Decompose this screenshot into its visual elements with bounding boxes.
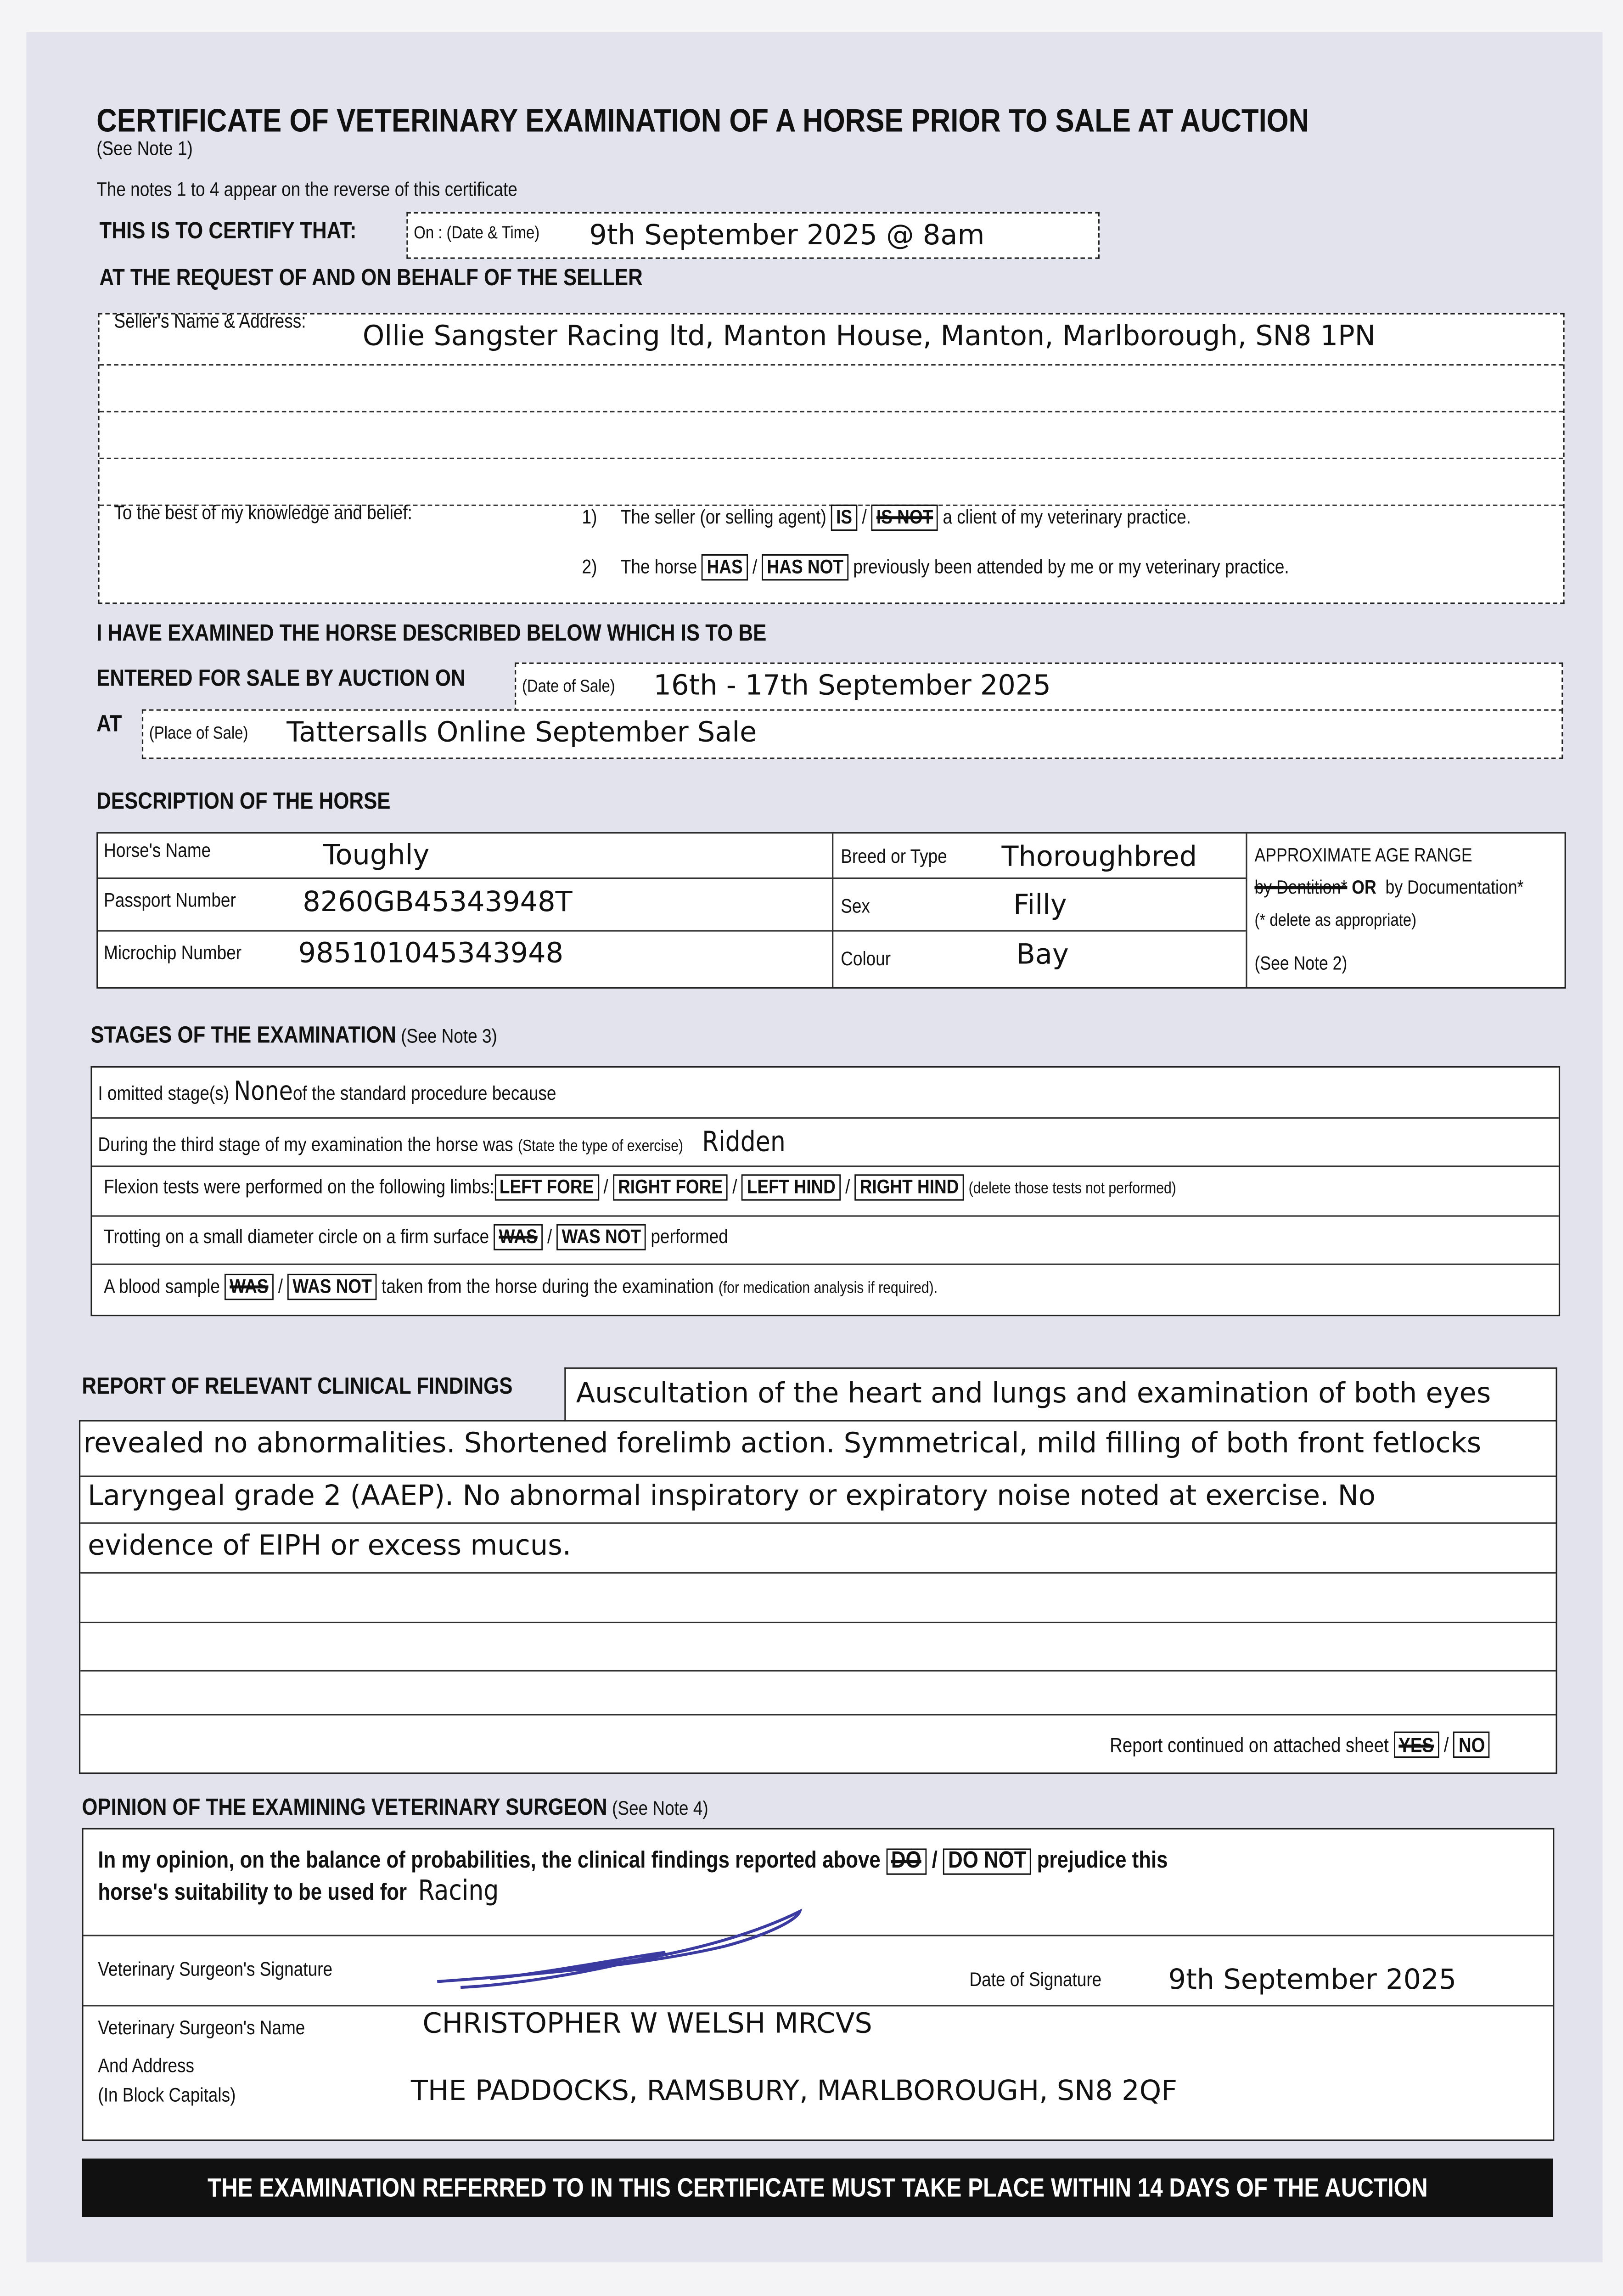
has-option[interactable]: HAS bbox=[702, 554, 748, 580]
date-time-field[interactable] bbox=[406, 212, 1100, 259]
horse-name[interactable]: Toughly bbox=[323, 839, 430, 872]
stages-heading: STAGES OF THE EXAMINATION (See Note 3) bbox=[90, 1024, 497, 1049]
limb-right-fore[interactable]: RIGHT FORE bbox=[613, 1174, 728, 1200]
horse-description-table: Horse's Name Toughly Passport Number 8260GB45343948T Microchip Number 985101045343948 Breed or Type Thoroughbred Sex Filly Colour Bay APPROXIMATE AGE RANGE by Dentition* OR by Documentation* (* delete as appropriate) (See Note 2) bbox=[96, 832, 1566, 989]
report-line-3: Laryngeal grade 2 (AAEP). No abnormal inspiratory or expiratory noise noted at exercise. No bbox=[88, 1480, 1376, 1512]
sex[interactable]: Filly bbox=[1013, 889, 1067, 922]
certify-label: THIS IS TO CERTIFY THAT: bbox=[99, 219, 357, 244]
seller-label: Seller's Name & Address: bbox=[114, 310, 306, 332]
has-not-option[interactable]: HAS NOT bbox=[762, 554, 848, 580]
blood-was-option[interactable]: WAS bbox=[225, 1274, 273, 1300]
opinion-statement: In my opinion, on the balance of probabilities, the clinical findings reported above DO / DO NOT prejudice this horse's suitability to be used for Racing bbox=[98, 1848, 1168, 1907]
report-line-1: Auscultation of the heart and lungs and examination of both eyes bbox=[576, 1377, 1491, 1410]
omitted-value[interactable]: None bbox=[234, 1076, 293, 1107]
passport-number[interactable]: 8260GB45343948T bbox=[303, 886, 573, 918]
blood-sample-row: A blood sample WAS / WAS NOT taken from the horse during the examination (for medication analysis if required). bbox=[104, 1274, 938, 1300]
date-time-value: 9th September 2025 @ 8am bbox=[589, 219, 985, 252]
opinion-box: In my opinion, on the balance of probabilities, the clinical findings reported above DO / DO NOT prejudice this horse's suitability to be used for Racing Veterinary Surgeon's Signature Date of Signature 9th September 2025 Veterinary Surgeon's Name CHRISTOPHER W WELSH MRCVS And Address (In Block Capitals) THE PADDOCKS, RAMSBURY, MARLBOROUGH, SN8 2QF bbox=[82, 1828, 1554, 2141]
report-line-4: evidence of EIPH or excess mucus. bbox=[88, 1530, 572, 1562]
blood-was-not-option[interactable]: WAS NOT bbox=[287, 1274, 376, 1300]
examined-heading: I HAVE EXAMINED THE HORSE DESCRIBED BELOW WHICH IS TO BE bbox=[96, 621, 767, 647]
omitted-stages-row: I omitted stage(s) Noneof the standard procedure because bbox=[98, 1076, 556, 1107]
description-heading: DESCRIPTION OF THE HORSE bbox=[96, 789, 391, 815]
seller-value[interactable]: Ollie Sangster Racing ltd, Manton House, Manton, Marlborough, SN8 1PN bbox=[362, 320, 1376, 353]
opinion-use-value[interactable]: Racing bbox=[418, 1874, 499, 1907]
request-heading: AT THE REQUEST OF AND ON BEHALF OF THE SELLER bbox=[99, 266, 643, 291]
is-option[interactable]: IS bbox=[831, 505, 857, 531]
trot-was-not-option[interactable]: WAS NOT bbox=[557, 1224, 646, 1250]
see-note-1: (See Note 1) bbox=[96, 137, 193, 160]
age-documentation-option[interactable]: by Documentation* bbox=[1385, 876, 1524, 898]
knowledge-label: To the best of my knowledge and belief: bbox=[114, 501, 412, 524]
date-time-label: On : (Date & Time) bbox=[414, 222, 540, 243]
continued-no-option[interactable]: NO bbox=[1454, 1732, 1490, 1758]
trot-was-option[interactable]: WAS bbox=[494, 1224, 543, 1250]
vet-address[interactable]: THE PADDOCKS, RAMSBURY, MARLBOROUGH, SN8 2QF bbox=[410, 2075, 1178, 2108]
report-box[interactable] bbox=[79, 1420, 1557, 1774]
vet-name[interactable]: CHRISTOPHER W WELSH MRCVS bbox=[422, 2008, 872, 2040]
date-of-signature[interactable]: 9th September 2025 bbox=[1168, 1964, 1457, 1997]
seller-section bbox=[98, 310, 1564, 604]
age-range-box: APPROXIMATE AGE RANGE by Dentition* OR by Documentation* (* delete as appropriate) (See Note 2) bbox=[1254, 844, 1524, 974]
at-label: AT bbox=[96, 712, 122, 737]
report-continued-row: Report continued on attached sheet YES / NO bbox=[1110, 1732, 1490, 1758]
limb-left-fore[interactable]: LEFT FORE bbox=[494, 1174, 599, 1200]
place-of-sale-value: Tattersalls Online September Sale bbox=[286, 716, 757, 749]
limb-right-hind[interactable]: RIGHT HIND bbox=[855, 1174, 964, 1200]
continued-yes-option[interactable]: YES bbox=[1393, 1732, 1439, 1758]
notes-line: The notes 1 to 4 appear on the reverse of this certificate bbox=[96, 178, 517, 201]
statement-1: 1) The seller (or selling agent) IS / IS NOT a client of my veterinary practice. bbox=[582, 505, 1191, 531]
report-line-2: revealed no abnormalities. Shortened forelimb action. Symmetrical, mild filling of both front fetlocks bbox=[83, 1427, 1482, 1460]
statement-2: 2) The horse HAS / HAS NOT previously been attended by me or my veterinary practice. bbox=[582, 554, 1289, 580]
stages-table bbox=[90, 1066, 1560, 1317]
breed[interactable]: Thoroughbred bbox=[1001, 841, 1197, 873]
opinion-do-not-option[interactable]: DO NOT bbox=[943, 1848, 1031, 1874]
colour[interactable]: Bay bbox=[1016, 939, 1069, 971]
certificate-title: CERTIFICATE OF VETERINARY EXAMINATION OF A HORSE PRIOR TO SALE AT AUCTION bbox=[96, 102, 1309, 139]
date-of-sale-field[interactable]: (Date of Sale) 16th - 17th September 2025 bbox=[515, 663, 1563, 712]
flexion-row: Flexion tests were performed on the following limbs: LEFT FORE / RIGHT FORE / LEFT HIND / RIGHT HIND (delete those tests not performed) bbox=[104, 1174, 1176, 1200]
is-not-option[interactable]: IS NOT bbox=[871, 505, 938, 531]
report-heading: REPORT OF RELEVANT CLINICAL FINDINGS bbox=[82, 1374, 513, 1400]
vet-signature bbox=[431, 1902, 811, 1996]
exercise-value[interactable]: Ridden bbox=[702, 1126, 786, 1159]
date-of-sale-value: 16th - 17th September 2025 bbox=[653, 670, 1051, 702]
opinion-do-option[interactable]: DO bbox=[886, 1848, 927, 1874]
place-of-sale-field[interactable]: (Place of Sale) Tattersalls Online September Sale bbox=[142, 709, 1563, 759]
entered-label: ENTERED FOR SALE BY AUCTION ON bbox=[96, 667, 466, 692]
opinion-heading: OPINION OF THE EXAMINING VETERINARY SURGEON (See Note 4) bbox=[82, 1795, 708, 1821]
microchip-number[interactable]: 985101045343948 bbox=[298, 937, 564, 970]
trotting-row: Trotting on a small diameter circle on a firm surface WAS / WAS NOT performed bbox=[104, 1224, 728, 1250]
limb-left-hind[interactable]: LEFT HIND bbox=[742, 1174, 841, 1200]
footer-banner: THE EXAMINATION REFERRED TO IN THIS CERTIFICATE MUST TAKE PLACE WITHIN 14 DAYS OF THE AUCTION bbox=[82, 2159, 1553, 2217]
age-dentition-option[interactable]: by Dentition* bbox=[1254, 876, 1348, 898]
third-stage-row: During the third stage of my examination the horse was (State the type of exercise) Ridden bbox=[98, 1126, 786, 1159]
